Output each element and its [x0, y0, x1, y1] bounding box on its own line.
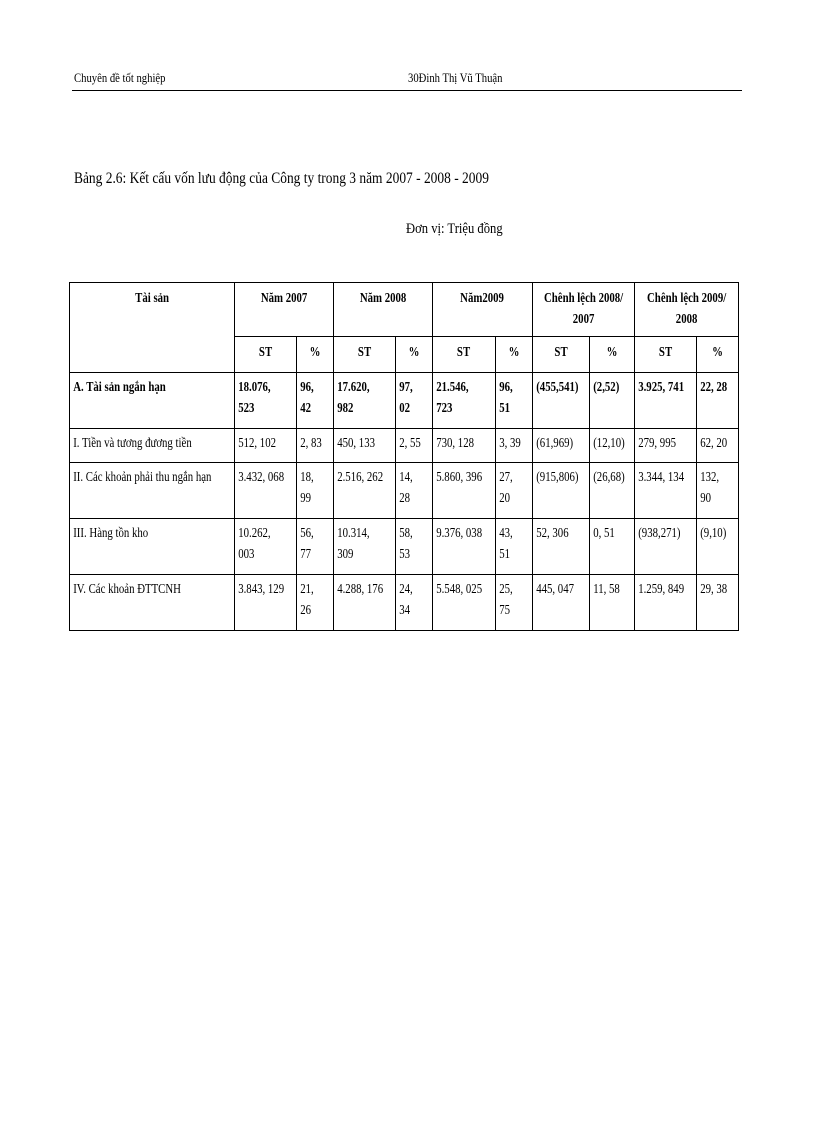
table-cell: (2,52) [589, 373, 634, 429]
table-cell: 2, 55 [396, 429, 433, 463]
percent-subheader: % [396, 337, 433, 373]
table-cell: 14, 28 [396, 463, 433, 519]
row-label: IV. Các khoản ĐTTCNH [70, 575, 235, 631]
table-cell: 25, 75 [495, 575, 532, 631]
table-cell: 5.860, 396 [433, 463, 495, 519]
table-cell: (915,806) [532, 463, 589, 519]
table-cell: 3.432, 068 [235, 463, 297, 519]
unit-label: Đơn vị: Triệu đồng [406, 221, 503, 237]
table-cell: (26,68) [589, 463, 634, 519]
amount-subheader: ST [634, 337, 696, 373]
table-cell: 1.259, 849 [634, 575, 696, 631]
table-cell: (938,271) [634, 519, 696, 575]
table-cell: 3, 39 [495, 429, 532, 463]
table-cell: 52, 306 [532, 519, 589, 575]
table-cell: 24, 34 [396, 575, 433, 631]
table-cell: 445, 047 [532, 575, 589, 631]
header-author-text: 30Đinh Thị Vũ Thuận [408, 70, 503, 85]
table-cell: (12,10) [589, 429, 634, 463]
table-cell: 5.548, 025 [433, 575, 495, 631]
table-title: Bảng 2.6: Kết cấu vốn lưu động của Công ty trong 3 năm 2007 - 2008 - 2009 [74, 170, 489, 187]
table-cell: 10.314, 309 [334, 519, 396, 575]
table-cell: 97, 02 [396, 373, 433, 429]
table-cell: 132, 90 [696, 463, 738, 519]
amount-subheader: ST [433, 337, 495, 373]
group-header: Chênh lệch 2008/ 2007 [532, 283, 634, 337]
table-cell: (455,541) [532, 373, 589, 429]
table-cell: 96, 51 [495, 373, 532, 429]
percent-subheader: % [297, 337, 334, 373]
group-header: Năm 2007 [235, 283, 334, 337]
percent-subheader: % [589, 337, 634, 373]
table-cell: 3.925, 741 [634, 373, 696, 429]
table-cell: 0, 51 [589, 519, 634, 575]
table-cell: 3.843, 129 [235, 575, 297, 631]
table-cell: 11, 58 [589, 575, 634, 631]
group-header: Chênh lệch 2009/ 2008 [634, 283, 738, 337]
table-cell: 62, 20 [696, 429, 738, 463]
row-label: III. Hàng tồn kho [70, 519, 235, 575]
table-row [70, 519, 739, 575]
table-cell: (9,10) [696, 519, 738, 575]
table-cell: (61,969) [532, 429, 589, 463]
header-left-text: Chuyên đề tốt nghiệp [74, 70, 166, 85]
working-capital-table [69, 282, 739, 631]
table-cell: 279, 995 [634, 429, 696, 463]
percent-subheader: % [696, 337, 738, 373]
table-cell: 27, 20 [495, 463, 532, 519]
amount-subheader: ST [334, 337, 396, 373]
row-label: I. Tiền và tương đương tiền [70, 429, 235, 463]
table-cell: 29, 38 [696, 575, 738, 631]
row-label: A. Tài sản ngắn hạn [70, 373, 235, 429]
group-header: Năm2009 [433, 283, 532, 337]
row-label: II. Các khoản phải thu ngắn hạn [70, 463, 235, 519]
table-cell: 450, 133 [334, 429, 396, 463]
table-cell: 21, 26 [297, 575, 334, 631]
table-row [70, 373, 739, 429]
table-cell: 43, 51 [495, 519, 532, 575]
amount-subheader: ST [532, 337, 589, 373]
table-cell: 2.516, 262 [334, 463, 396, 519]
group-header: Năm 2008 [334, 283, 433, 337]
table-cell: 96, 42 [297, 373, 334, 429]
table-cell: 56, 77 [297, 519, 334, 575]
table-row [70, 463, 739, 519]
table-cell: 22, 28 [696, 373, 738, 429]
table-cell: 18, 99 [297, 463, 334, 519]
table-cell: 17.620, 982 [334, 373, 396, 429]
asset-column-header: Tài sản [70, 283, 235, 373]
table-cell: 21.546, 723 [433, 373, 495, 429]
table-cell: 58, 53 [396, 519, 433, 575]
amount-subheader: ST [235, 337, 297, 373]
header-rule [72, 90, 742, 91]
table-cell: 10.262, 003 [235, 519, 297, 575]
table-cell: 2, 83 [297, 429, 334, 463]
percent-subheader: % [495, 337, 532, 373]
table-cell: 4.288, 176 [334, 575, 396, 631]
table-row [70, 429, 739, 463]
table-cell: 18.076, 523 [235, 373, 297, 429]
table-cell: 3.344, 134 [634, 463, 696, 519]
table-row [70, 575, 739, 631]
table-cell: 512, 102 [235, 429, 297, 463]
table-cell: 9.376, 038 [433, 519, 495, 575]
table-cell: 730, 128 [433, 429, 495, 463]
